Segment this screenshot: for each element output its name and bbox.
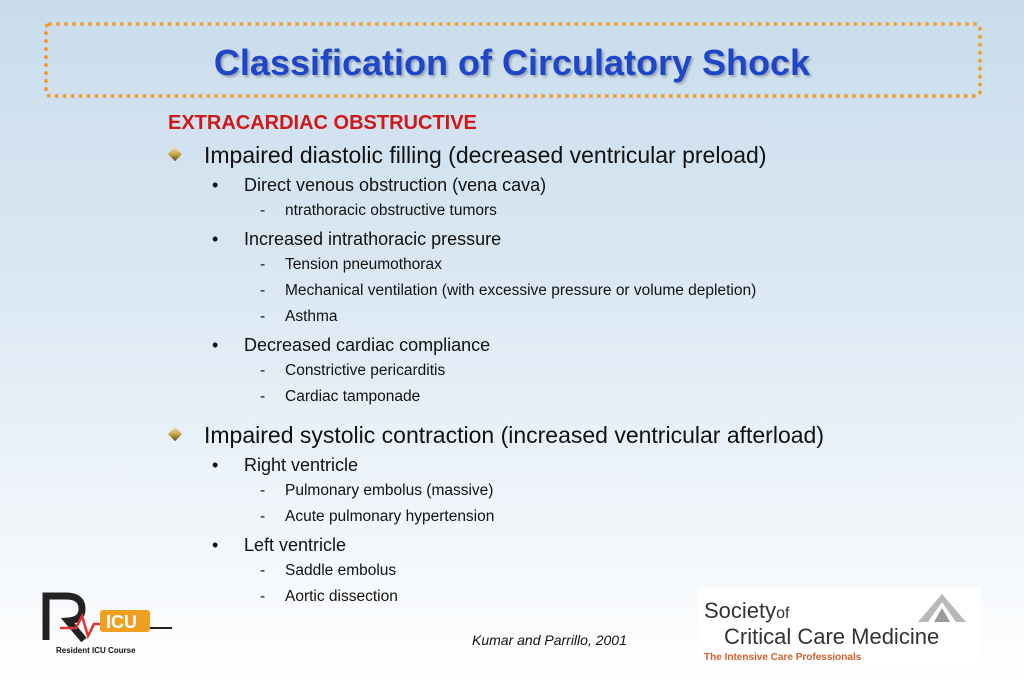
outline-list bbox=[168, 140, 988, 610]
bullet-dot: • bbox=[212, 175, 219, 195]
level3-label: Saddle embolus bbox=[285, 562, 397, 579]
level2-label: Direct venous obstruction (vena cava) bbox=[244, 175, 547, 195]
outline-level2-item bbox=[168, 332, 988, 358]
level3-label: Constrictive pericarditis bbox=[285, 362, 446, 379]
sccm-tagline: The Intensive Care Professionals bbox=[704, 652, 862, 663]
outline-level2-item bbox=[168, 172, 988, 198]
ricu-logo bbox=[36, 588, 286, 668]
outline-level2-item bbox=[168, 452, 988, 478]
dash-marker: - bbox=[260, 588, 266, 605]
dash-marker: - bbox=[260, 508, 266, 525]
svg-text:ICU: ICU bbox=[106, 612, 137, 632]
outline-level1-item bbox=[168, 420, 988, 450]
level3-label: Pulmonary embolus (massive) bbox=[285, 482, 494, 499]
dash-marker: - bbox=[260, 308, 266, 325]
outline-level1-item bbox=[168, 140, 988, 170]
bullet-dot: • bbox=[212, 229, 219, 249]
outline-level3-item bbox=[168, 304, 988, 330]
diamond-bullet-icon bbox=[168, 427, 182, 441]
dash-marker: - bbox=[260, 202, 266, 219]
bullet-dot: • bbox=[212, 535, 219, 555]
level3-label: Acute pulmonary hypertension bbox=[285, 508, 495, 525]
ricu-caption: Resident ICU Course bbox=[56, 646, 136, 655]
slide-content bbox=[168, 110, 988, 610]
outline-level3-item bbox=[168, 478, 988, 504]
dash-marker: - bbox=[260, 562, 266, 579]
sccm-name-line1: Societyof bbox=[704, 598, 790, 623]
level3-label: Cardiac tamponade bbox=[285, 388, 421, 405]
level2-label: Right ventricle bbox=[244, 455, 359, 475]
bullet-dot: • bbox=[212, 455, 219, 475]
level1-label: Impaired systolic contraction (increased ventricular afterload) bbox=[204, 422, 824, 448]
level3-label: Tension pneumothorax bbox=[285, 256, 442, 273]
sccm-name-line2: Critical Care Medicine bbox=[724, 624, 940, 649]
outline-level3-item bbox=[168, 278, 988, 304]
outline-level3-item bbox=[168, 252, 988, 278]
outline-level3-item bbox=[168, 358, 988, 384]
diamond-bullet-icon bbox=[168, 147, 182, 161]
level1-label: Impaired diastolic filling (decreased ventricular preload) bbox=[204, 142, 767, 168]
outline-level3-item bbox=[168, 384, 988, 410]
dash-marker: - bbox=[260, 388, 266, 405]
outline-level3-item bbox=[168, 504, 988, 530]
outline-level2-item bbox=[168, 226, 988, 252]
slide-title: Classification of Circulatory Shock bbox=[213, 42, 811, 83]
dash-marker: - bbox=[260, 256, 266, 273]
bullet-dot: • bbox=[212, 335, 219, 355]
dash-marker: - bbox=[260, 482, 266, 499]
dash-marker: - bbox=[260, 282, 266, 299]
level3-label: Asthma bbox=[285, 308, 338, 325]
citation: Kumar and Parrillo, 2001 bbox=[472, 632, 627, 648]
outline-level2-item bbox=[168, 532, 988, 558]
level2-label: Decreased cardiac compliance bbox=[244, 335, 491, 355]
level3-label: Aortic dissection bbox=[285, 588, 398, 605]
dash-marker: - bbox=[260, 362, 266, 379]
level3-label: Mechanical ventilation (with excessive pressure or volume depletion) bbox=[285, 282, 757, 299]
level2-label: Increased intrathoracic pressure bbox=[244, 229, 502, 249]
pyramid-icon bbox=[916, 592, 968, 624]
level3-label: ntrathoracic obstructive tumors bbox=[285, 202, 497, 219]
outline-level3-item bbox=[168, 198, 988, 224]
level2-label: Left ventricle bbox=[244, 535, 347, 555]
section-heading: EXTRACARDIAC OBSTRUCTIVE bbox=[168, 112, 477, 134]
ricu-logo-graphic bbox=[36, 588, 176, 646]
outline-level3-item bbox=[168, 558, 988, 584]
sccm-logo bbox=[698, 588, 980, 666]
